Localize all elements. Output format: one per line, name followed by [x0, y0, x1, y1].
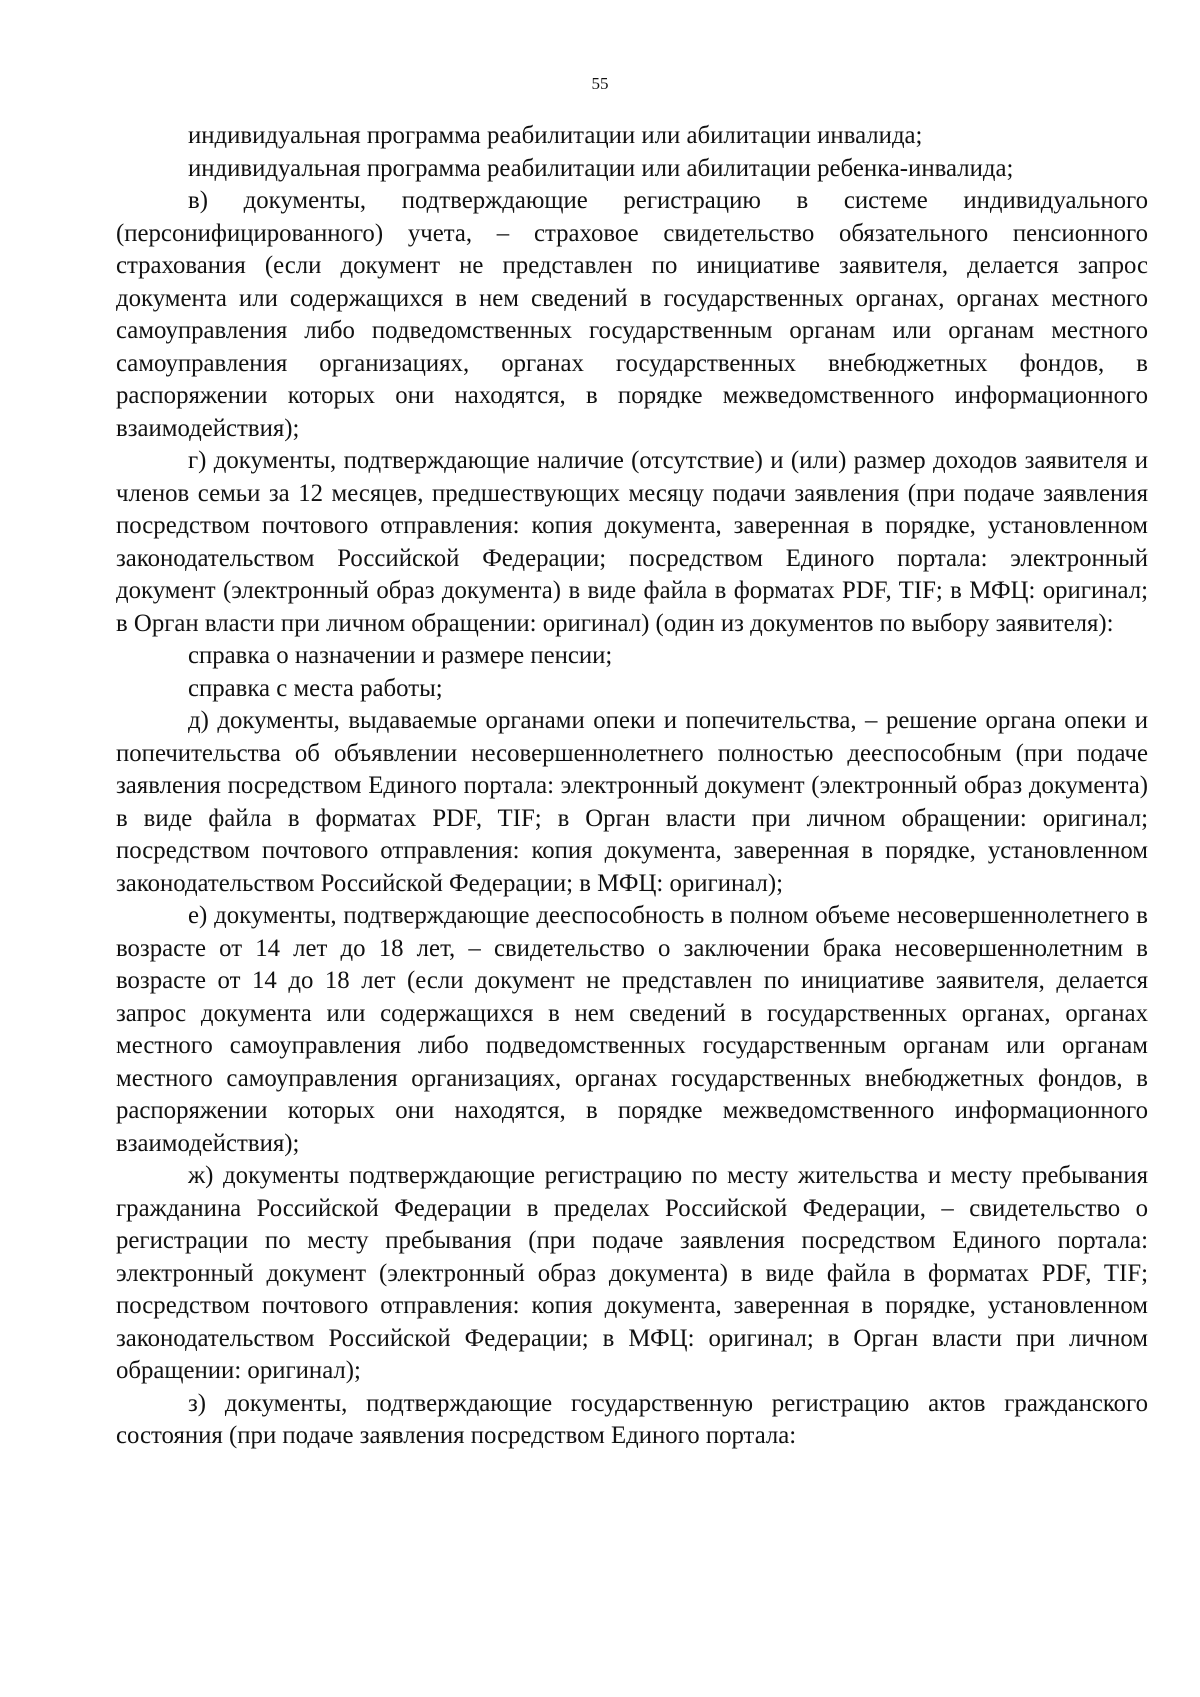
paragraph-pension-certificate: справка о назначении и размере пенсии; [188, 642, 613, 669]
paragraph-ipra-child: индивидуальная программа реабилитации или абилитации ребенка-инвалида; [188, 154, 1014, 182]
paragraph-item-e: е) документы, подтверждающие дееспособность в полном объеме несовершеннолетнего в возрасте от 14 лет до 18 лет, – свидетельство о заключении брака несовершеннолетним в возрасте от 14 до 18 лет (если документ не представлен по инициативе заявителя, делается запрос документа или содержащихся в нем сведений в государственных органах, органах местного самоуправления либо подведомственных государственным органам или органам местного самоуправления организациях, органах государственных внебюджетных фондов, в распоряжении которых они находятся, в порядке межведомственного информационного взаимодействия); [116, 902, 1148, 1157]
paragraph-work-certificate: справка с места работы; [188, 674, 443, 702]
paragraph-item-z: з) документы, подтверждающие государственную регистрацию актов гражданского состояния (при подаче заявления посредством Единого портала: [116, 1389, 1148, 1449]
paragraph-item-zh: ж) документы подтверждающие регистрацию по месту жительства и месту пребывания гражданина Российской Федерации в пределах Российской Федерации, – свидетельство о регистрации по месту пребывания (при подаче заявления посредством Единого портала: электронный документ (электронный образ документа) в виде файла в форматах PDF, TIF; посредством почтового отправления: копия документа, заверенная в порядке, установленном законодательством Российской Федерации; в МФЦ: оригинал; в Орган власти при личном обращении: оригинал); [116, 1162, 1148, 1384]
paragraph-ipra-invalid: индивидуальная программа реабилитации или абилитации инвалида; [188, 122, 923, 149]
document-body [116, 120, 1148, 1453]
paragraph-item-g: г) документы, подтверждающие наличие (отсутствие) и (или) размер доходов заявителя и членов семьи за 12 месяцев, предшествующих месяцу подачи заявления (при подаче заявления посредством почтового отправления: копия документа, заверенная в порядке, установленном законодательством Российской Федерации; посредством Единого портала: электронный документ (электронный образ документа) в виде файла в форматах PDF, TIF; в МФЦ: оригинал; в Орган власти при личном обращении: оригинал) (один из документов по выбору заявителя): [116, 447, 1148, 637]
paragraph-item-v: в) документы, подтверждающие регистрацию в системе индивидуального (персонифицированного) учета, – страховое свидетельство обязательного пенсионного страхования (если документ не представлен по инициативе заявителя, делается запрос документа или содержащихся в нем сведений в государственных органах, органах местного самоуправления либо подведомственных государственным органам или органам местного самоуправления организациях, органах государственных внебюджетных фондов, в распоряжении которых они находятся, в порядке межведомственного информационного взаимодействия); [116, 187, 1148, 442]
paragraph-item-d: д) документы, выдаваемые органами опеки и попечительства, – решение органа опеки и попечительства об объявлении несовершеннолетнего полностью дееспособным (при подаче заявления посредством Единого портала: электронный документ (электронный образ документа) в виде файла в форматах PDF, TIF; в Орган власти при личном обращении: оригинал; посредством почтового отправления: копия документа, заверенная в порядке, установленном законодательством Российской Федерации; в МФЦ: оригинал); [116, 707, 1148, 897]
page-number: 55 [591, 74, 609, 93]
